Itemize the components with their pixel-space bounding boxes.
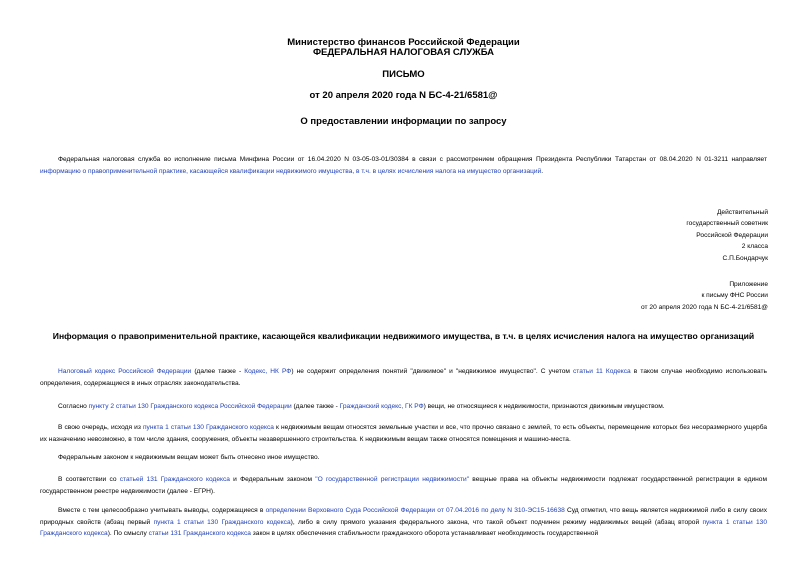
service-name: ФЕДЕРАЛЬНАЯ НАЛОГОВАЯ СЛУЖБА: [312, 47, 495, 58]
information-title: Информация о правоприменительной практике, касающейся квалификации недвижимого имущества, в т.ч. в целях исчисления налога на имущество организаций: [52, 331, 755, 341]
paragraph-text: ), либо в силу прямого указания федерального закона, что такой объект подчинен режиму недвижимых вещей (абзац второй: [290, 518, 703, 526]
paragraph-text: и Федеральным законом: [229, 476, 316, 483]
civil-code-131-link[interactable]: статьей 131 Гражданского кодекса: [119, 476, 230, 483]
paragraph-6: [40, 505, 767, 540]
signature-line-4: 2 класса: [741, 243, 768, 251]
signature-line-3: Российской Федерации: [696, 231, 768, 239]
civil-code-130-1-link[interactable]: пункта 1 статьи 130 Гражданского кодекса: [142, 424, 274, 431]
intro-text-2: .: [541, 167, 544, 175]
paragraph-text: В свою очередь, исходя из: [58, 424, 143, 431]
civil-code-130-1-link[interactable]: пункта 1 статьи 130 Гражданского кодекса: [40, 518, 768, 537]
paragraph-2: [40, 401, 767, 413]
paragraph-text: вещные права на объекты недвижимости подлежат государственной регистрации в едином государственном реестре недвижимости (далее - ЕГРН).: [40, 476, 767, 495]
appendix-line-3: от 20 апреля 2020 года N БС-4-21/6581@: [641, 303, 768, 311]
ministry-name: Министерство финансов Российской Федерации: [287, 37, 520, 48]
signature-line-1: Действительный: [716, 209, 768, 216]
appendix-line-2: к письму ФНС России: [701, 292, 768, 300]
info-practice-link[interactable]: информацию о правоприменительной практике, касающейся квалификации недвижимого имущества, в т.ч. в целях исчисления налога на имущество организаций: [40, 167, 542, 175]
signature-name: С.П.Бондарчук: [722, 254, 768, 262]
paragraph-text: к недвижимым вещам относятся земельные участки и все, что прочно связано с землей, то есть объекты, перемещение которых без несоразмерного ущерба их назначению невозможно, в том числе здания, сооружения, объекты незавершенного строительства. К недвижимым вещам также относятся помещения и машино-места.: [40, 424, 767, 443]
intro-paragraph: [40, 154, 767, 177]
paragraph-text: ) вещи, не относящиеся к недвижимости, признаются движимым имуществом.: [423, 403, 665, 410]
code-nk-link[interactable]: Кодекс, НК РФ: [244, 368, 292, 375]
signature-line-2: государственный советник: [686, 220, 768, 228]
paragraph-text: в таком случае необходимо использовать определения, содержащиеся в иных отраслях законодательства.: [40, 368, 767, 387]
paragraph-text: (далее также -: [191, 368, 245, 375]
tax-code-link[interactable]: Налоговый кодекс Российской Федерации: [58, 368, 192, 375]
civil-code-131-link[interactable]: статьи 131 Гражданского кодекса: [148, 530, 251, 537]
paragraph-5: [40, 474, 767, 497]
article-11-link[interactable]: статьи 11 Кодекса: [573, 368, 631, 375]
document-type: ПИСЬМО: [382, 69, 425, 80]
paragraph-1: [40, 366, 767, 389]
document-date-number: от 20 апреля 2020 года N БС-4-21/6581@: [309, 90, 498, 101]
paragraph-text: ) не содержит определения понятий "движимое" и "недвижимое имущество". С учетом: [291, 368, 573, 375]
appendix-line-1: Приложение: [729, 281, 768, 288]
civil-code-link[interactable]: Гражданский кодекс, ГК РФ: [339, 403, 424, 410]
signature-block: [560, 207, 768, 264]
paragraph-text: В соответствии со: [58, 476, 120, 483]
intro-text-1: Федеральная налоговая служба во исполнение письма Минфина России от 16.04.2020 N 03-05-03-01/30384 в связи с рассмотрением обращения Президента Республики Татарстан от 08.04.2020 N 01-3211 направляет: [58, 156, 767, 163]
civil-code-130-1-link[interactable]: пункта 1 статьи 130 Гражданского кодекса: [153, 518, 291, 526]
paragraph-text: ). По смыслу: [107, 530, 149, 537]
appendix-block: [560, 279, 768, 313]
paragraph-text: (далее также -: [291, 403, 340, 410]
paragraph-text: Федеральным законом к недвижимым вещам может быть отнесено иное имущество.: [58, 454, 320, 461]
registration-law-link[interactable]: "О государственной регистрации недвижимости": [315, 476, 470, 483]
supreme-court-ruling-link[interactable]: определении Верховного Суда Российской Федерации от 07.04.2016 по делу N 310-ЭС15-16638: [265, 507, 565, 514]
paragraph-4: [40, 452, 767, 464]
paragraph-3: [40, 422, 767, 445]
paragraph-text: закон в целях обеспечения стабильности гражданского оборота устанавливает необходимость государственной: [250, 530, 599, 537]
document-subject: О предоставлении информации по запросу: [300, 116, 507, 127]
paragraph-text: Суд отметил, что вещь является недвижимой либо в силу своих природных свойств (абзац первый: [40, 507, 767, 526]
paragraph-text: Вместе с тем целесообразно учитывать выводы, содержащиеся в: [58, 507, 266, 514]
paragraph-text: Согласно: [58, 403, 89, 410]
civil-code-130-2-link[interactable]: пункту 2 статьи 130 Гражданского кодекса Российской Федерации: [88, 403, 292, 410]
